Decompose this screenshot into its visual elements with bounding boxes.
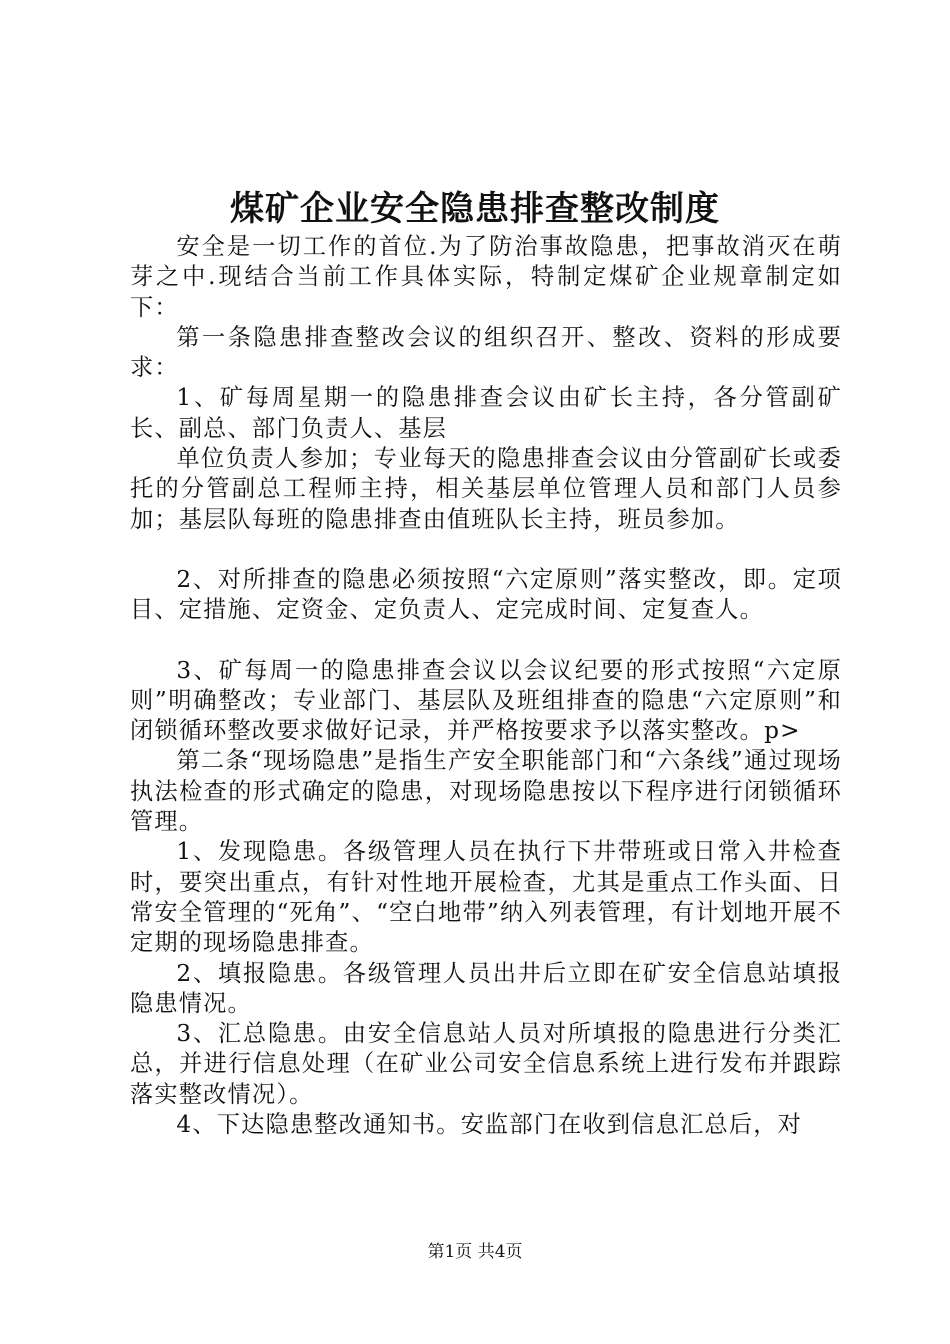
paragraph-item-3: 3、矿每周一的隐患排查会议以会议纪要的形式按照“六定原则”明确整改；专业部门、基层队及班组排查的隐患“六定原则”和闭锁循环整改要求做好记录，并严格按要求予以落实整改。p> — [130, 656, 842, 745]
paragraph-article-2: 第二条“现场隐患”是指生产安全职能部门和“六条线”通过现场执法检查的形式确定的隐患，对现场隐患按以下程序进行闭锁循环管理。 — [130, 747, 842, 836]
page-number: 第1页 共4页 — [427, 1242, 523, 1262]
paragraph-item-1-cont: 单位负责人参加；专业每天的隐患排查会议由分管副矿长或委托的分管副总工程师主持，相关基层单位管理人员和部门人员参加；基层队每班的隐患排查由值班队长主持，班员参加。 — [130, 445, 842, 533]
paragraph-step-2: 2、填报隐患。各级管理人员出井后立即在矿安全信息站填报隐患情况。 — [130, 959, 842, 1017]
paragraph-step-4: 4、下达隐患整改通知书。安监部门在收到信息汇总后，对 — [176, 1111, 803, 1139]
document-body — [130, 232, 842, 1140]
paragraph-step-3: 3、汇总隐患。由安全信息站人员对所填报的隐患进行分类汇总，并进行信息处理（在矿业公司安全信息系统上进行发布并跟踪落实整改情况）。 — [130, 1020, 842, 1108]
paragraph-step-1: 1、发现隐患。各级管理人员在执行下井带班或日常入井检查时，要突出重点，有针对性地开展检查，尤其是重点工作头面、日常安全管理的“死角”、“空白地带”纳入列表管理，有计划地开展不定期的现场隐患排查。 — [130, 838, 842, 957]
paragraph-item-1: 1、矿每周星期一的隐患排查会议由矿长主持，各分管副矿长、副总、部门负责人、基层 — [130, 384, 842, 442]
document-title: 煤矿企业安全隐患排查整改制度 — [230, 189, 720, 229]
paragraph-item-2: 2、对所排查的隐患必须按照“六定原则”落实整改，即。定项目、定措施、定资金、定负责人、定完成时间、定复查人。 — [130, 565, 842, 624]
paragraph-article-1: 第一条隐患排查整改会议的组织召开、整改、资料的形成要求： — [130, 323, 842, 382]
paragraph-intro: 安全是一切工作的首位.为了防治事故隐患，把事故消灭在萌芽之中.现结合当前工作具体实际，特制定煤矿企业规章制定如下： — [130, 233, 842, 321]
